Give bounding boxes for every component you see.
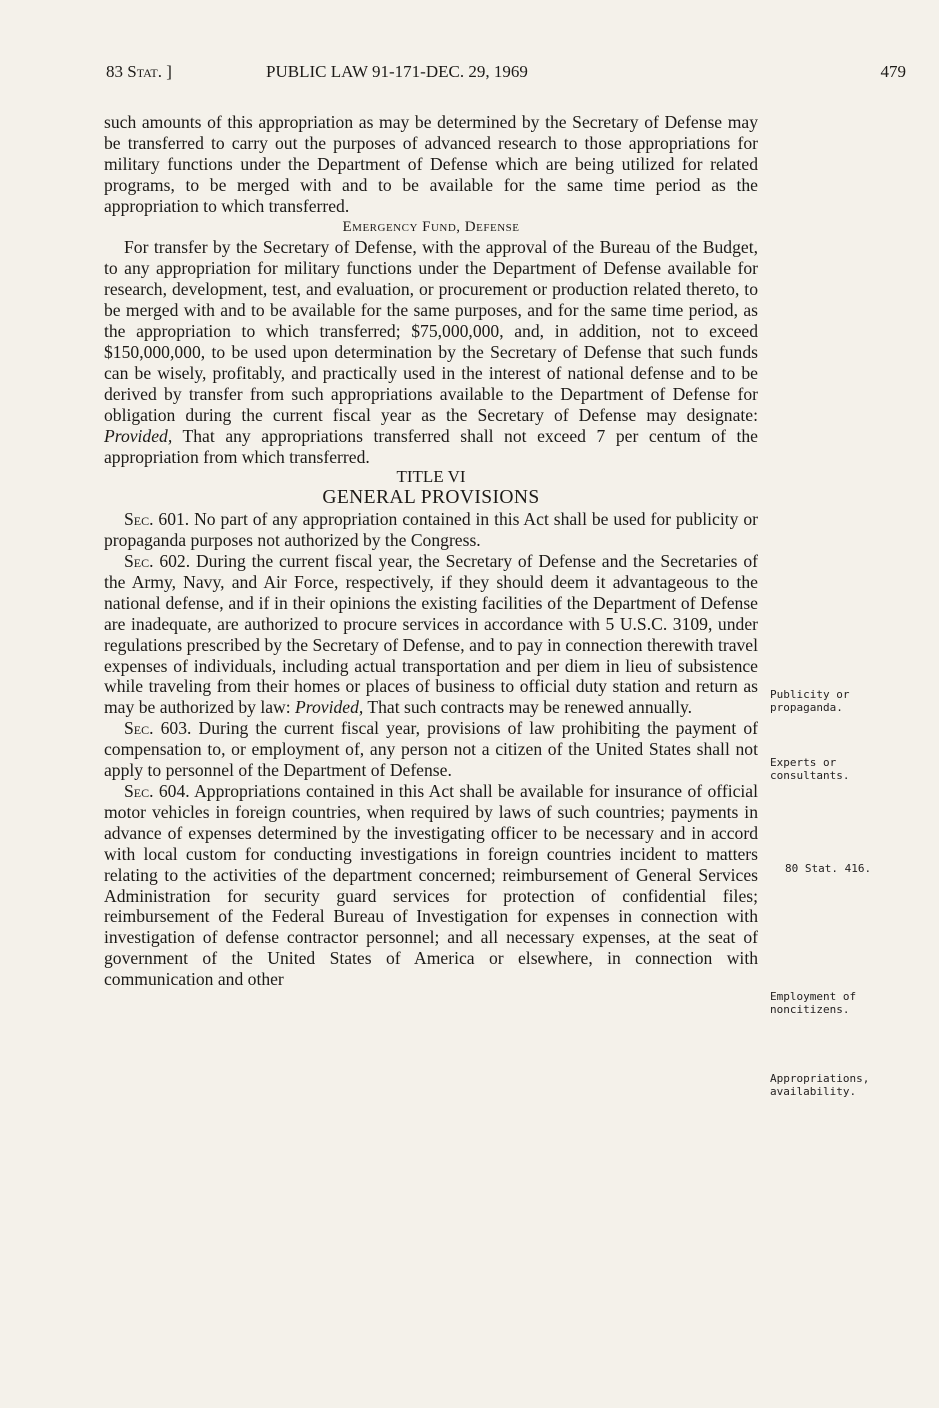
section-604	[104, 781, 758, 990]
running-header	[106, 62, 906, 86]
section-602-proviso: That such contracts may be renewed annually.	[367, 697, 693, 718]
continued-paragraph: such amounts of this appropriation as may be determined by the Secretary of Defense may be transferred to carry out the purposes of advanced research to those appropriations for military functions under the Department of Defense which are being utilized for related programs, to be merged with and to be available for the same time period as the appropriation to which transferred.	[104, 112, 758, 216]
section-602	[104, 551, 758, 718]
section-603	[104, 718, 758, 781]
emergency-fund-text: For transfer by the Secretary of Defense, with the approval of the Bureau of the Budget, to any appropriation for military functions under the Department of Defense available for research, development, test, and evaluation, or procurement or production related thereto, to be merged with and to be available for the same purposes, and for the same time period, as the appropriation to which transferred; $75,000,000, and, in addition, not to exceed $150,000,000, to be used upon determination by the Secretary of Defense that such funds can be wisely, profitably, and practically used in the interest of national defense and to be derived by transfer from such appropriations available to the Department of Defense for obligation during the current fiscal year as the Secretary of Defense may designate:	[104, 237, 758, 425]
margin-note-experts: Experts or consultants.	[770, 756, 850, 782]
title-subheading: GENERAL PROVISIONS	[322, 487, 540, 509]
emergency-fund-proviso: That any appropriations transferred shall not exceed 7 per centum of the appropriation from which transferred.	[104, 425, 758, 467]
section-603-label: Sec. 603.	[124, 718, 192, 739]
margin-note-employment: Employment of noncitizens.	[770, 990, 857, 1016]
section-601	[104, 509, 758, 551]
section-603-text: During the current fiscal year, provisions of law prohibiting the payment of compensation to, or employment of, any person not a citizen of the United States shall not apply to personnel of the Department of Defense.	[104, 718, 758, 781]
section-602-text: During the current fiscal year, the Secretary of Defense and the Secretaries of the Army, Navy, and Air Force, respectively, if they should deem it advantageous to the national defense, and if in their opinions the existing facilities of the Department of Defense are inadequate, are authorized to procure services in accordance with 5 U.S.C. 3109, under regulations prescribed by the Secretary of Defense, and to pay in connection therewith travel expenses of individuals, including actual transportation and per diem in lieu of subsistence while traveling from their homes or places of business to official duty station and return as may be authorized by law:	[104, 551, 758, 718]
page-number: 479	[880, 62, 906, 81]
emergency-fund-paragraph	[104, 237, 758, 467]
header-statute-reference: 83 Stat. ]	[106, 62, 172, 81]
margin-note-stat-citation: 80 Stat. 416.	[785, 862, 872, 875]
section-601-text: No part of any appropriation contained in this Act shall be used for publicity or propaganda purposes not authorized by the Congress.	[104, 509, 758, 551]
provided-italic: Provided,	[104, 425, 173, 446]
provided-italic: Provided,	[295, 697, 364, 718]
emergency-fund-heading: Emergency Fund, Defense	[342, 218, 520, 235]
section-604-label: Sec. 604.	[124, 781, 190, 801]
margin-note-appropriations: Appropriations, availability.	[770, 1072, 870, 1098]
title-heading: TITLE VI	[396, 467, 466, 487]
section-604-text: Appropriations contained in this Act shall be available for insurance of official motor vehicles in foreign countries, when required by laws of such countries; payments in advance of expenses determined by the investigating officer to be necessary and in accord with local custom for conducting investigations in foreign countries incident to matters relating to the activities of the department concerned; reimbursement of General Services Administration for security guard services for protection of confidential files; reimbursement of the Federal Bureau of Investigation for expenses in connection with investigation of defense contractor personnel; and all necessary expenses, at the seat of government of the United States of America or elsewhere, in connection with communication and other	[104, 781, 758, 990]
section-601-label: Sec. 601.	[124, 509, 190, 530]
margin-note-publicity: Publicity or propaganda.	[770, 688, 850, 714]
main-text	[104, 112, 758, 990]
header-law-title: PUBLIC LAW 91-171-DEC. 29, 1969	[266, 62, 528, 81]
section-602-label: Sec. 602.	[124, 551, 191, 572]
